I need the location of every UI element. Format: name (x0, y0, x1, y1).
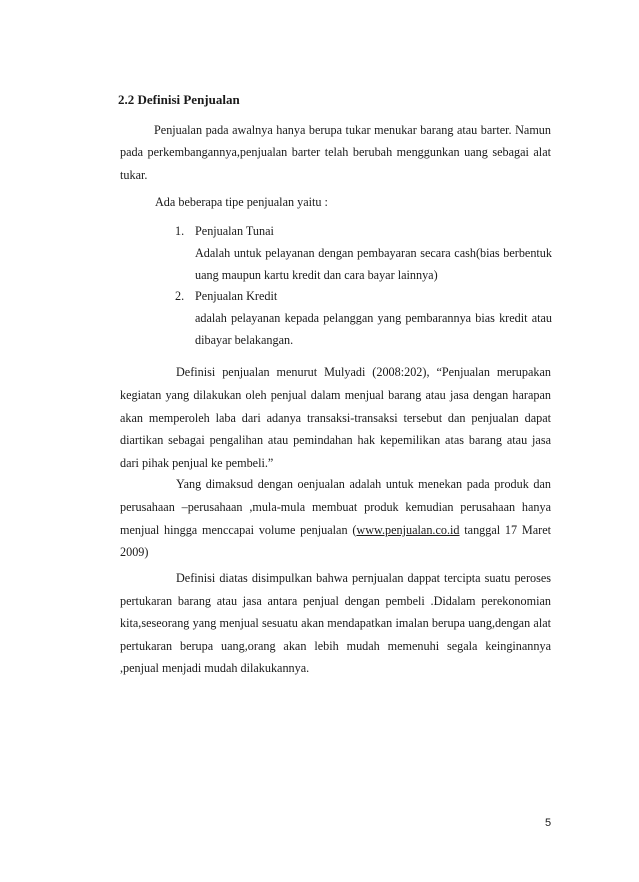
list-item-description: Adalah untuk pelayanan dengan pembayaran secara cash(bias berbentuk uang maupun kartu kredit dan cara bayar lainnya) (195, 246, 552, 283)
sales-type-list-1 (175, 220, 552, 287)
list-item-title: Penjualan Kredit (195, 289, 278, 303)
paragraph-conclusion: Definisi diatas disimpulkan bahwa pernjualan dappat tercipta suatu peroses pertukaran barang atau jasa antara penjual dengan pembeli .Didalam perekonomian kita,seseorang yang menjual sesuatu akan mendapatkan imalan berupa uang,dengan alat pertukaran berupa uang,orang akan lebih mudah memenuhi segala keinginannya ,penjual menjadi mudah dilakukannya. (120, 571, 551, 676)
section-heading: 2.2 Definisi Penjualan (118, 92, 240, 107)
paragraph-sales-purpose (120, 473, 551, 564)
sales-type-list-2 (175, 285, 552, 352)
paragraph-intro: Penjualan pada awalnya hanya berupa tukar menukar barang atau barter. Namun pada perkembangannya,penjualan barter telah berubah menggunkan uang sebagai alat tukar. (120, 123, 551, 182)
paragraph-mulyadi-definition: Definisi penjualan menurut Mulyadi (2008:202), “Penjualan merupakan kegiatan yang dilakukan oleh penjual dalam menjual barang atau jasa dengan harapan akan memperoleh laba dari adanya transaksi-transaksi tersebut dan penjualan dapat diartikan sebagai pengalihan atau pemindahan hak kepemilikan atas barang atau jasa dari pihak penjual ke pembeli.” (120, 365, 551, 471)
list-item-title: Penjualan Tunai (195, 224, 274, 238)
list-item-credit-sale (175, 285, 552, 352)
paragraph-types-intro: Ada beberapa tipe penjualan yaitu : (155, 195, 328, 209)
list-number: 1. (175, 224, 185, 238)
list-number: 2. (175, 289, 185, 303)
list-item-description: adalah pelayanan kepada pelanggan yang pembarannya bias kredit atau dibayar belakangan. (195, 311, 552, 348)
paragraph-text: Yang dimaksud dengan oenjualan adalah untuk menekan pada produk dan perusahaan –perusahaan ,mula-mula membuat produk kemudian perusahaan hanya menjual hingga menccapai volume penjualan ( (120, 477, 551, 537)
paragraph-text: tanggal 17 Maret 2009) (120, 522, 551, 560)
list-item-cash-sale (175, 220, 552, 287)
source-link[interactable]: www.penjualan.co.id (356, 522, 460, 537)
page-number: 5 (545, 817, 552, 829)
